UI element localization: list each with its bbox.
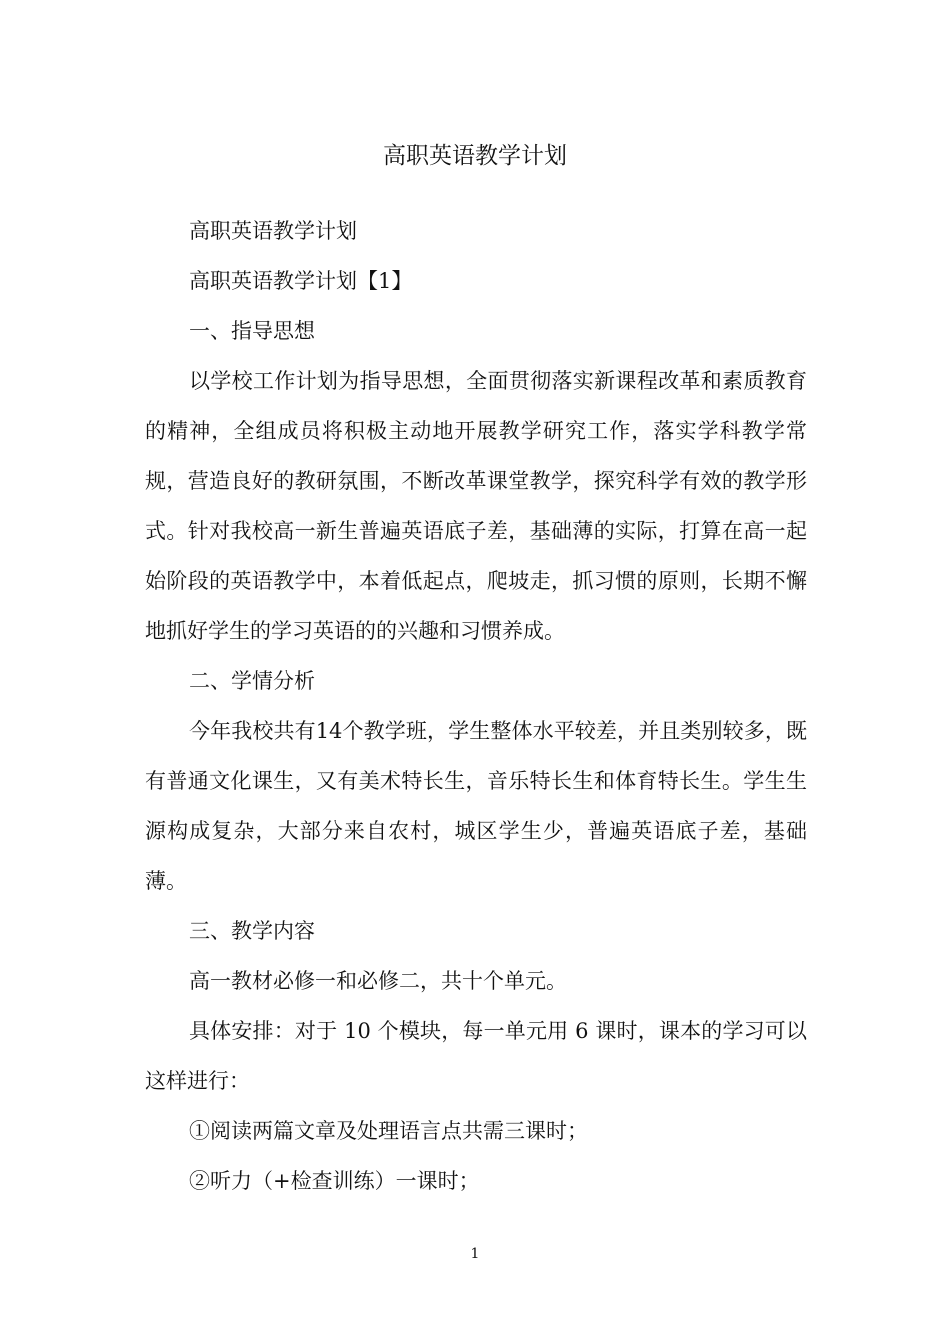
list-item-reading: ①阅读两篇文章及处理语言点共需三课时； — [189, 1119, 588, 1143]
page-number: 1 — [470, 1246, 480, 1262]
paragraph-textbooks: 高一教材必修一和必修二，共十个单元。 — [189, 969, 567, 993]
paragraph-student-analysis: 今年我校共有14个教学班，学生整体水平较差，并且类别较多，既有普通文化课生，又有美术特长生，音乐特长生和体育特长生。学生生源构成复杂，大部分来自农村，城区学生少，普遍英语底子差，基础薄。 — [145, 719, 807, 893]
heading-guiding-thought: 一、指导思想 — [189, 319, 315, 343]
paragraph-arrangement: 具体安排：对于 10 个模块，每一单元用 6 课时，课本的学习可以这样进行： — [145, 1019, 807, 1093]
list-item-listening: ②听力（+检查训练）一课时； — [189, 1169, 480, 1193]
document-title: 高职英语教学计划 — [383, 143, 567, 169]
document-body — [145, 206, 807, 1206]
paragraph-guiding-thought: 以学校工作计划为指导思想，全面贯彻落实新课程改革和素质教育的精神，全组成员将积极主动地开展教学研究工作，落实学科教学常规，营造良好的教研氛围，不断改革课堂教学，探究科学有效的教学形式。针对我校高一新生普遍英语底子差，基础薄的实际，打算在高一起始阶段的英语教学中，本着低起点，爬坡走，抓习惯的原则，长期不懈地抓好学生的学习英语的的兴趣和习惯养成。 — [145, 369, 807, 643]
paragraph-section-label: 高职英语教学计划【1】 — [189, 269, 413, 293]
heading-student-analysis: 二、学情分析 — [189, 669, 315, 693]
paragraph-subtitle: 高职英语教学计划 — [189, 219, 357, 243]
heading-teaching-content: 三、教学内容 — [189, 919, 315, 943]
